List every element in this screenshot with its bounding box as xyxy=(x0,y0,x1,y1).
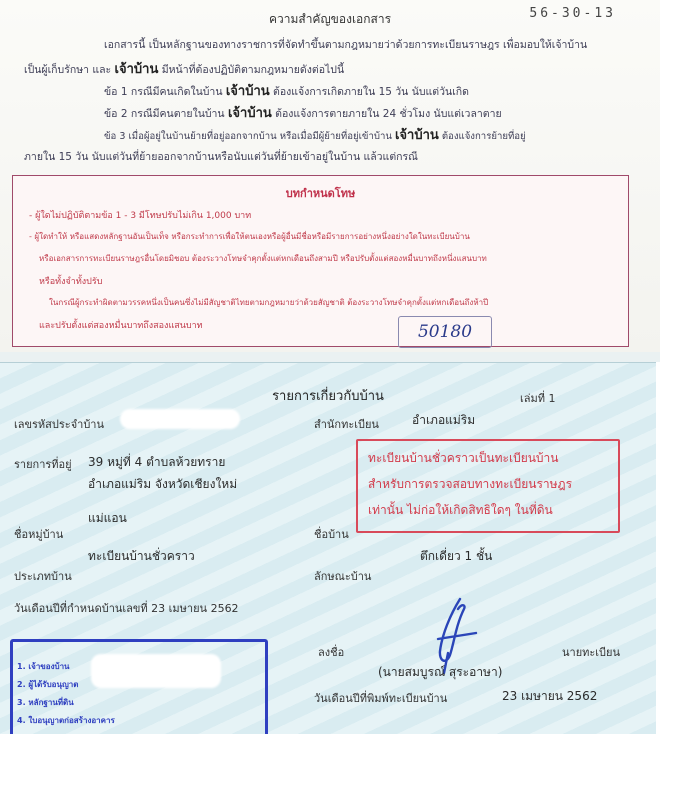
penalty-line-6: และปรับตั้งแต่สองหมื่นบาทถึงสองแสนบาท xyxy=(39,321,203,331)
print-date-label: วันเดือนปีที่พิมพ์ทะเบียนบ้าน xyxy=(314,692,448,705)
page-title: ความสำคัญของเอกสาร xyxy=(268,12,392,26)
stamp-line-2: สำหรับการตรวจสอบทางทะเบียนราษฎร xyxy=(368,477,573,491)
redacted-owner xyxy=(91,654,221,688)
rule-3 xyxy=(104,124,526,145)
rule-3-pre: ข้อ 3 เมื่อผู้อยู่ในบ้านย้ายที่อยู่ออกจากบ้าน หรือเมื่อมีผู้ย้ายที่อยู่เข้าบ้าน xyxy=(104,131,392,142)
registry-office-value: อำเภอแม่ริม xyxy=(412,413,476,427)
document-importance-page xyxy=(0,0,660,353)
page-bottom-margin xyxy=(0,734,677,785)
intro-bold: เจ้าบ้าน xyxy=(114,62,159,77)
assigned-date-label: วันเดือนปีที่กำหนดบ้านเลขที่ xyxy=(14,602,148,615)
house-style-label: ลักษณะบ้าน xyxy=(314,570,372,583)
house-details-page xyxy=(0,362,656,735)
rule-2-pre: ข้อ 2 กรณีมีคนตายในบ้าน xyxy=(104,108,225,120)
stamp-line-1: ทะเบียนบ้านชั่วคราวเป็นทะเบียนบ้าน xyxy=(368,451,559,465)
rule-1-post: ต้องแจ้งการเกิดภายใน 15 วัน นับแต่วันเกิด xyxy=(273,86,469,98)
rule-3-post: ต้องแจ้งการย้ายที่อยู่ xyxy=(441,131,526,142)
rule-3-line-2: ภายใน 15 วัน นับแต่วันที่ย้ายออกจากบ้านหรือนับแต่วันที่ย้ายเข้าอยู่ในบ้าน แล้วแต่กรณี xyxy=(24,151,418,163)
rule-2 xyxy=(104,102,502,123)
penalty-title: บทกำหนดโทษ xyxy=(285,187,356,200)
assigned-date xyxy=(14,599,239,617)
intro-pre: เป็นผู้เก็บรักษา และ xyxy=(24,64,112,76)
penalty-line-1: - ผู้ใดไม่ปฏิบัติตามข้อ 1 - 3 มีโทษปรับไม่เกิน 1,000 บาท xyxy=(29,211,252,221)
section-title: รายการเกี่ยวกับบ้าน xyxy=(272,389,384,404)
document-code: 56-30-13 xyxy=(529,6,616,21)
house-name-label: ชื่อบ้าน xyxy=(314,528,349,541)
print-date-value: 23 เมษายน 2562 xyxy=(502,689,598,703)
registrar-name: (นายสมบูรณ์ สุระอาษา) xyxy=(378,665,503,679)
rule-1-pre: ข้อ 1 กรณีมีคนเกิดในบ้าน xyxy=(104,86,223,98)
village-value: แม่แอน xyxy=(88,511,127,525)
penalty-box xyxy=(12,175,629,347)
checklist-line-4: 4. ใบอนุญาตก่อสร้างอาคาร xyxy=(17,716,115,725)
address-line-1: 39 หมู่ที่ 4 ตำบลห้วยทราย xyxy=(88,455,226,469)
redacted-house-code xyxy=(120,409,240,429)
address-label: รายการที่อยู่ xyxy=(14,458,72,471)
house-code-label: เลขรหัสประจำบ้าน xyxy=(14,418,104,431)
handwritten-number: 50180 xyxy=(398,316,492,348)
penalty-line-3: หรือเอกสารการทะเบียนราษฎรอื่นโดยมิชอบ ต้องระวางโทษจำคุกตั้งแต่หกเดือนถึงสามปี หรือปรับตั้งแต่สองหมื่นบาทถึงหนึ่งแสนบาท xyxy=(39,254,487,263)
intro-line-1: เอกสารนี้ เป็นหลักฐานของทางราชการที่จัดทำขึ้นตามกฎหมายว่าด้วยการทะเบียนราษฎร เพื่อมอบให้เจ้าบ้าน xyxy=(104,39,588,51)
book-value: 1 xyxy=(548,392,556,405)
address-line-2: อำเภอแม่ริม จังหวัดเชียงใหม่ xyxy=(88,477,238,491)
penalty-line-4: หรือทั้งจำทั้งปรับ xyxy=(39,277,103,287)
checklist-line-3: 3. หลักฐานที่ดิน xyxy=(17,698,74,707)
page-fold xyxy=(0,352,660,362)
rule-2-bold: เจ้าบ้าน xyxy=(227,106,272,121)
assigned-date-value: 23 เมษายน 2562 xyxy=(151,602,239,615)
village-label: ชื่อหมู่บ้าน xyxy=(14,528,64,541)
penalty-line-2: - ผู้ใดทำให้ หรือแสดงหลักฐานอันเป็นเท็จ หรือกระทำการเพื่อให้ตนเองหรือผู้อื่นมีชื่อหรือมีรายการอย่างหนึ่งอย่างใดในทะเบียนบ้าน xyxy=(29,232,470,241)
rule-3-bold: เจ้าบ้าน xyxy=(394,128,439,143)
stamp-line-3: เท่านั้น ไม่ก่อให้เกิดสิทธิใดๆ ในที่ดิน xyxy=(368,503,553,517)
house-style-value: ตึกเดี่ยว 1 ชั้น xyxy=(420,549,493,563)
penalty-line-5: ในกรณีผู้กระทำผิดตามวรรคหนึ่งเป็นคนซึ่งไม่มีสัญชาติไทยตามกฎหมายว่าด้วยสัญชาติ ต้องระวางโทษจำคุกตั้งแต่หกเดือนถึงห้าปี xyxy=(49,298,489,307)
rule-2-post: ต้องแจ้งการตายภายใน 24 ชั่วโมง นับแต่เวลาตาย xyxy=(275,108,502,120)
sign-label: ลงชื่อ xyxy=(318,646,345,659)
intro-line-2 xyxy=(24,58,344,79)
registrar-label: นายทะเบียน xyxy=(562,646,621,659)
book-number xyxy=(520,389,556,407)
temporary-registration-stamp xyxy=(356,439,620,533)
registry-office-label: สำนักทะเบียน xyxy=(314,418,379,431)
intro-post: มีหน้าที่ต้องปฏิบัติตามกฎหมายดังต่อไปนี้ xyxy=(161,64,345,76)
house-type-value: ทะเบียนบ้านชั่วคราว xyxy=(88,549,195,563)
rule-1 xyxy=(104,80,469,101)
document-checklist-stamp xyxy=(10,639,268,737)
rule-1-bold: เจ้าบ้าน xyxy=(225,84,270,99)
checklist-line-1: 1. เจ้าของบ้าน xyxy=(17,662,70,671)
house-type-label: ประเภทบ้าน xyxy=(14,570,72,583)
checklist-line-2: 2. ผู้ได้รับอนุญาต xyxy=(17,680,79,689)
book-label: เล่มที่ xyxy=(520,392,546,405)
